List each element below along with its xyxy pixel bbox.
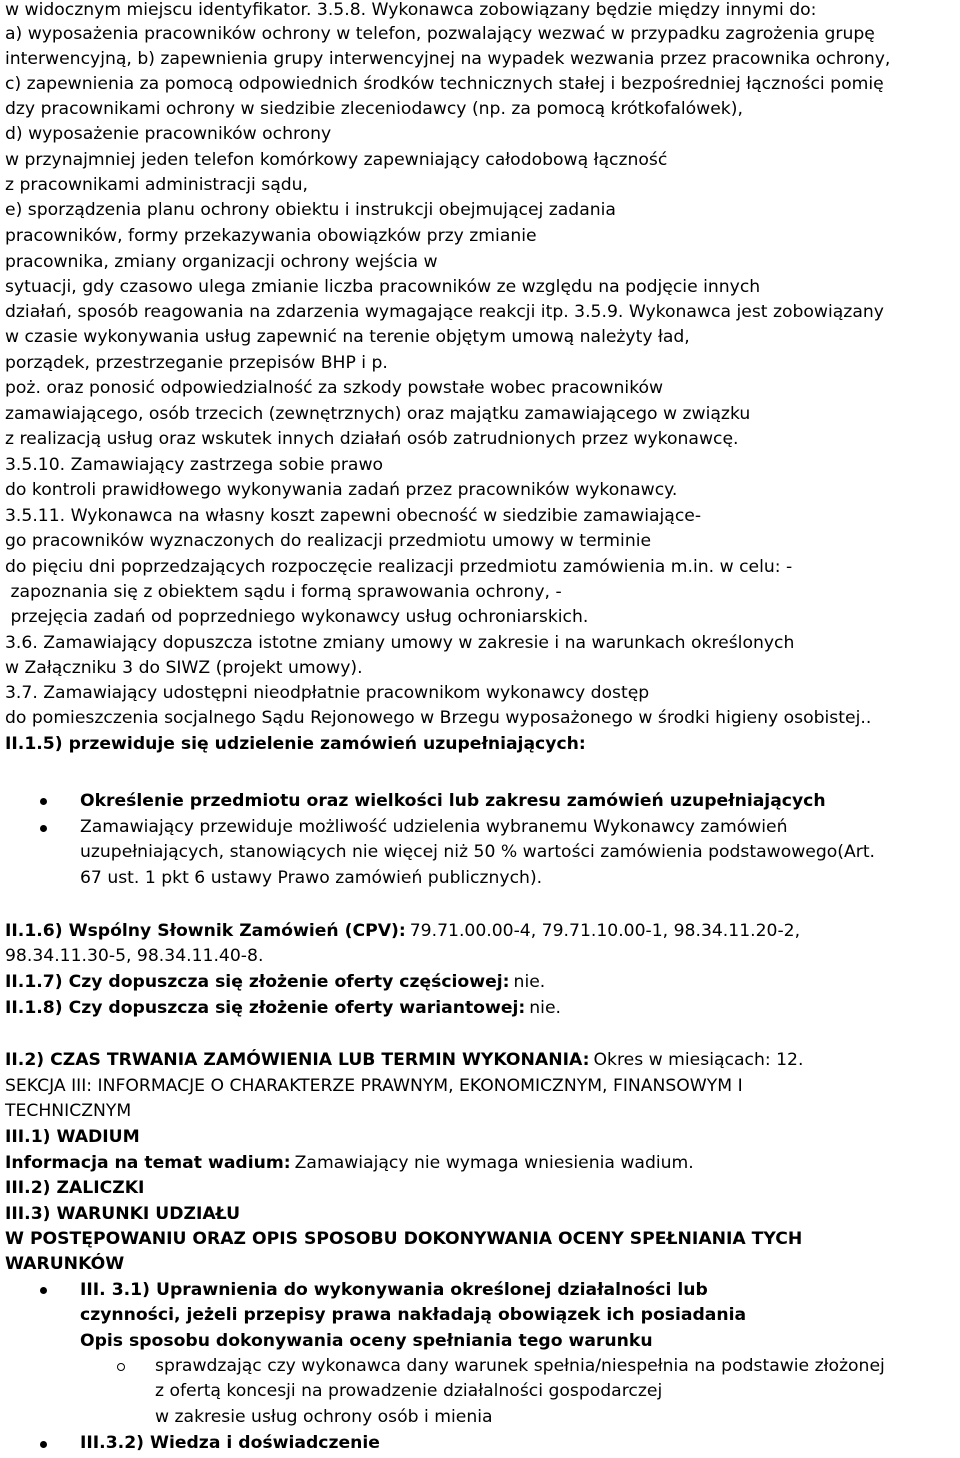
partial-offer-label: II.1.7) Czy dopuszcza się złożenie oferty częściowej: xyxy=(5,972,510,992)
sub-list-item: sprawdzając czy wykonawca dany warunek spełnia/niespełnia na podstawie złożonej xyxy=(155,1356,885,1376)
warunki-heading-continuation: WARUNKÓW xyxy=(5,1254,125,1274)
text-line: pracowników, formy przekazywania obowiązków przy zmianie xyxy=(5,226,537,246)
text-line: pracownika, zmiany organizacji ochrony wejścia w xyxy=(5,252,438,272)
text-line: w przynajmniej jeden telefon komórkowy zapewniający całodobową łączność xyxy=(5,150,668,170)
text-line: poż. oraz ponosić odpowiedzialność za szkody powstałe wobec pracowników xyxy=(5,378,664,398)
circle-bullet-icon xyxy=(117,1363,125,1371)
text-line: z realizacją usług oraz wskutek innych działań osób zatrudnionych przez wykonawcę. xyxy=(5,429,739,449)
list-item-continuation: Opis sposobu dokonywania oceny spełniania tego warunku xyxy=(80,1331,653,1351)
bullet-icon xyxy=(40,1287,47,1294)
text-line: 3.5.10. Zamawiający zastrzega sobie prawo xyxy=(5,455,384,475)
cpv-continuation: 98.34.11.30-5, 98.34.11.40-8. xyxy=(5,946,264,966)
duration-line xyxy=(5,1048,803,1073)
section-heading: II.1.5) przewiduje się udzielenie zamówień uzupełniających: xyxy=(5,734,586,754)
partial-offer-value: nie. xyxy=(513,972,546,992)
text-line: dzy pracownikami ochrony w siedzibie zleceniodawcy (np. za pomocą krótkofalówek), xyxy=(5,99,743,119)
wadium-info-line xyxy=(5,1151,694,1176)
text-line: do pięciu dni poprzedzających rozpoczęcie realizacji przedmiotu zamówienia m.in. w celu: - xyxy=(5,557,793,577)
text-line: zapoznania się z obiektem sądu i formą sprawowania ochrony, - xyxy=(5,582,562,602)
warunki-heading: III.3) WARUNKI UDZIAŁU xyxy=(5,1204,241,1224)
bullet-icon xyxy=(40,1441,47,1448)
text-line: d) wyposażenie pracowników ochrony xyxy=(5,124,332,144)
cpv-value: 79.71.00.00-4, 79.71.10.00-1, 98.34.11.20-2, xyxy=(409,921,801,941)
sub-list-item-continuation: z ofertą koncesji na prowadzenie działalności gospodarczej xyxy=(155,1381,663,1401)
text-line: go pracowników wyznaczonych do realizacji przedmiotu umowy w terminie xyxy=(5,531,652,551)
zaliczki-heading: III.2) ZALICZKI xyxy=(5,1178,145,1198)
text-line: sytuacji, gdy czasowo ulega zmianie liczba pracowników ze względu na podjęcie innych xyxy=(5,277,761,297)
list-item-continuation: 67 ust. 1 pkt 6 ustawy Prawo zamówień publicznych). xyxy=(80,868,543,888)
list-item: III.3.2) Wiedza i doświadczenie xyxy=(80,1433,380,1453)
text-line: interwencyjną, b) zapewnienia grupy interwencyjnej na wypadek wezwania przez pracownika ochrony, xyxy=(5,49,891,69)
wadium-info-label: Informacja na temat wadium: xyxy=(5,1153,291,1173)
text-line: z pracownikami administracji sądu, xyxy=(5,175,308,195)
cpv-label: II.1.6) Wspólny Słownik Zamówień (CPV): xyxy=(5,921,406,941)
list-item-continuation: czynności, jeżeli przepisy prawa nakładają obowiązek ich posiadania xyxy=(80,1305,747,1325)
text-line: 3.6. Zamawiający dopuszcza istotne zmiany umowy w zakresie i na warunkach określonych xyxy=(5,633,795,653)
text-line: w widocznym miejscu identyfikator. 3.5.8. Wykonawca zobowiązany będzie między innymi do: xyxy=(5,0,817,20)
text-line: działań, sposób reagowania na zdarzenia wymagające reakcji itp. 3.5.9. Wykonawca jest zobowiązany xyxy=(5,302,884,322)
text-line: porządek, przestrzeganie przepisów BHP i p. xyxy=(5,353,388,373)
text-line: e) sporządzenia planu ochrony obiektu i instrukcji obejmującej zadania xyxy=(5,200,616,220)
text-line: zamawiającego, osób trzecich (zewnętrznych) oraz majątku zamawiającego w związku xyxy=(5,404,751,424)
wadium-info-value: Zamawiający nie wymaga wniesienia wadium. xyxy=(294,1153,694,1173)
bullet-icon xyxy=(40,825,47,832)
variant-offer-line xyxy=(5,996,561,1021)
warunki-heading-continuation: W POSTĘPOWANIU ORAZ OPIS SPOSOBU DOKONYWANIA OCENY SPEŁNIANIA TYCH xyxy=(5,1229,803,1249)
text-line: 3.5.11. Wykonawca na własny koszt zapewni obecność w siedzibie zamawiające- xyxy=(5,506,702,526)
list-item-continuation: uzupełniających, stanowiących nie więcej niż 50 % wartości zamówienia podstawowego(Art. xyxy=(80,842,876,862)
section-title: SEKCJA III: INFORMACJE O CHARAKTERZE PRAWNYM, EKONOMICZNYM, FINANSOWYM I xyxy=(5,1076,743,1096)
list-item: Określenie przedmiotu oraz wielkości lub zakresu zamówień uzupełniających xyxy=(80,791,826,811)
duration-label: II.2) CZAS TRWANIA ZAMÓWIENIA LUB TERMIN WYKONANIA: xyxy=(5,1050,590,1070)
text-line: do kontroli prawidłowego wykonywania zadań przez pracowników wykonawcy. xyxy=(5,480,678,500)
wadium-heading: III.1) WADIUM xyxy=(5,1127,140,1147)
text-line: a) wyposażenia pracowników ochrony w telefon, pozwalający wezwać w przypadku zagrożenia grupę xyxy=(5,24,875,44)
text-line: w Załączniku 3 do SIWZ (projekt umowy). xyxy=(5,658,363,678)
cpv-line xyxy=(5,919,800,944)
variant-offer-label: II.1.8) Czy dopuszcza się złożenie oferty wariantowej: xyxy=(5,998,526,1018)
section-title-continuation: TECHNICZNYM xyxy=(5,1101,132,1121)
text-line: przejęcia zadań od poprzedniego wykonawcy usług ochroniarskich. xyxy=(5,607,589,627)
partial-offer-line xyxy=(5,970,545,995)
sub-list-item-continuation: w zakresie usług ochrony osób i mienia xyxy=(155,1407,493,1427)
variant-offer-value: nie. xyxy=(529,998,561,1018)
bullet-icon xyxy=(40,798,47,805)
text-line: 3.7. Zamawiający udostępni nieodpłatnie pracownikom wykonawcy dostęp xyxy=(5,683,650,703)
text-line: c) zapewnienia za pomocą odpowiednich środków technicznych stałej i bezpośredniej łączności pomię xyxy=(5,74,884,94)
list-item: III. 3.1) Uprawnienia do wykonywania określonej działalności lub xyxy=(80,1280,708,1300)
text-line: do pomieszczenia socjalnego Sądu Rejonowego w Brzegu wyposażonego w środki higieny osobistej.. xyxy=(5,708,872,728)
duration-value: Okres w miesiącach: 12. xyxy=(593,1050,804,1070)
list-item: Zamawiający przewiduje możliwość udzielenia wybranemu Wykonawcy zamówień xyxy=(80,817,788,837)
text-line: w czasie wykonywania usług zapewnić na terenie objętym umową należyty ład, xyxy=(5,327,690,347)
